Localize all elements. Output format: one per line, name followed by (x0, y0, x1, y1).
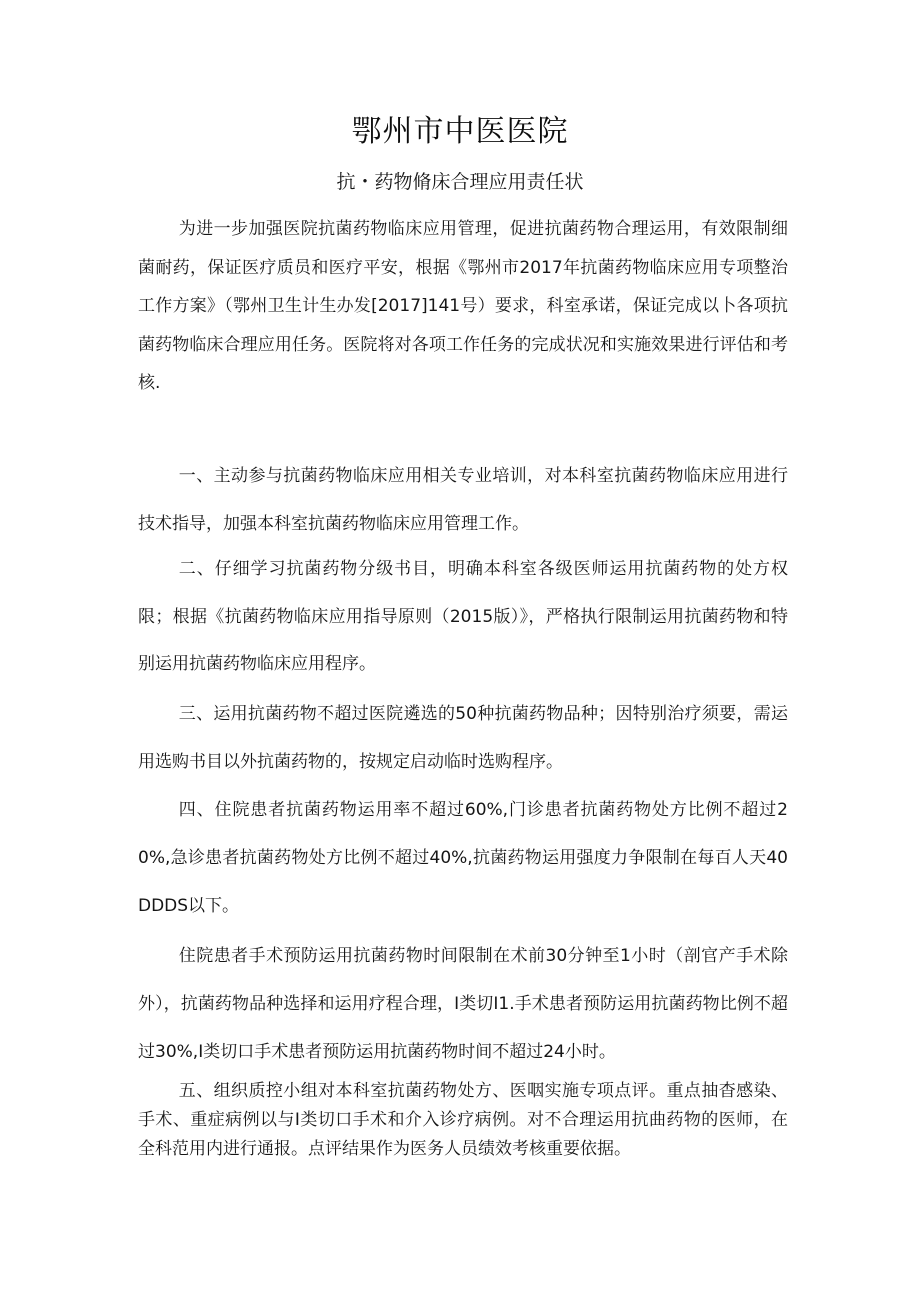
document-title: 鄂州市中医医院 (351, 114, 569, 149)
paragraph-surgery-prophylaxis: 住院患者手术预防运用抗菌药物时间限制在术前30分钟至1小时（剖官产手术除外），抗菌药物品种选择和运用疗程合理，I类切I1.手术患者预防运用抗菌药物比例不超过30%,I类切口手术患者预防运用抗菌药物时间不超过24小时。 (138, 946, 788, 1062)
document-subtitle: 抗・药物脩床合理应用责任状 (336, 171, 584, 193)
paragraph-item-2: 二、仔细学习抗菌药物分级书目，明确本科室各级医师运用抗菌药物的处方权限；根据《抗菌药物临床应用指导原则（2015版）》，严格执行限制运用抗菌药物和特别运用抗菌药物临床应用程序。 (138, 559, 788, 674)
paragraph-intro: 为进一步加强医院抗菌药物临床应用管理，促进抗菌药物合理运用，有效限制细菌耐药，保证医疗质员和医疗平安，根据《鄂州市2017年抗菌药物临床应用专项整治工作方案》（鄂州卫生计生办发[2017]141号）要求，科室承诺，保证完成以卜各项抗菌药物临床合理应用任务。医院将对各项工作任务的完成状况和实施效果进行评估和考核. (138, 219, 788, 394)
paragraph-item-1: 一、主动参与抗菌药物临床应用相关专业培训，对本科室抗菌药物临床应用进行技术指导，加强本科室抗菌药物临床应用管理工作。 (138, 466, 788, 534)
paragraph-item-5: 五、组织质控小组对本科室抗菌药物处方、医咽实施专项点评。重点抽杳感染、手术、重症病例以与I类切口手术和介入诊疗病例。对不合理运用抗曲药物的医师，在全科范用内进行通报。点评结果作为医务人员绩效考核重要依据。 (138, 1081, 788, 1159)
paragraph-item-3: 三、运用抗菌药物不超过医院遴选的50种抗菌药物品种；因特别治疗须要，需运用选购书目以外抗菌药物的，按规定启动临时选购程序。 (138, 704, 788, 772)
paragraph-item-4: 四、住院患者抗菌药物运用率不超过60%,门诊患者抗菌药物处方比例不超过20%,急诊患者抗菌药物处方比例不超过40%,抗菌药物运用强度力争限制在每百人天40DDDS以下。 (138, 800, 788, 916)
